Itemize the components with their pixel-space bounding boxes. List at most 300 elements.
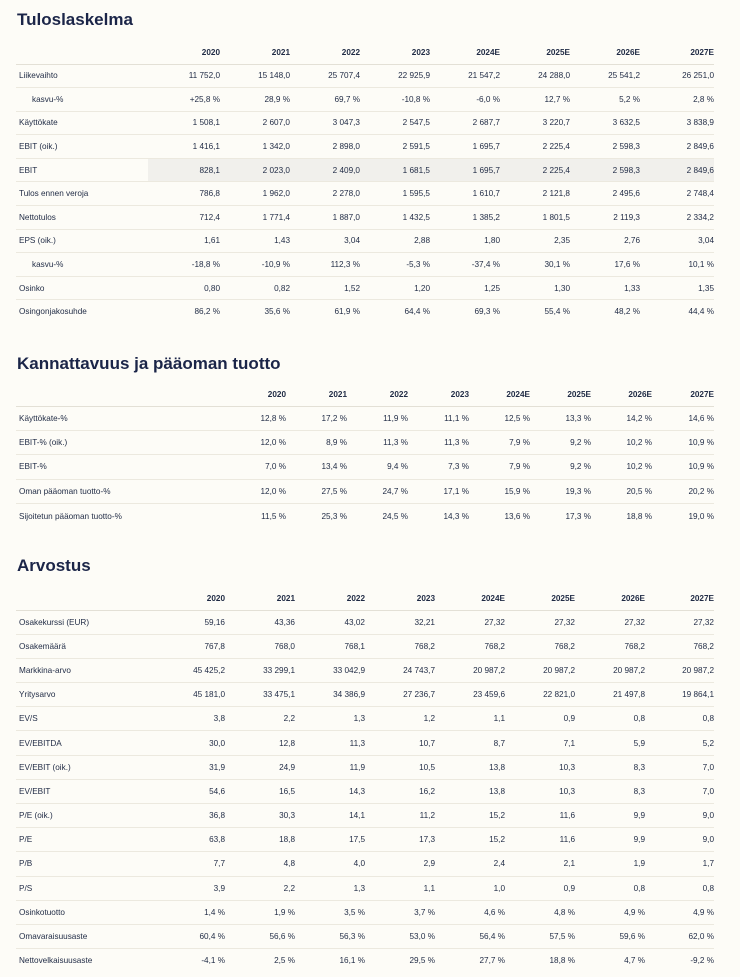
cell-value: 13,4 %: [286, 455, 347, 479]
cell-value: 1,52: [290, 276, 360, 300]
row-label: EV/S: [16, 707, 136, 731]
cell-value: 9,9: [575, 804, 645, 828]
cell-value: 11,2: [365, 804, 435, 828]
cell-value: 1 695,7: [430, 135, 500, 159]
cell-value: 1,4 %: [136, 900, 225, 924]
table-row: [16, 731, 714, 755]
column-header: 2023: [450, 390, 469, 400]
cell-value: 33 299,1: [225, 658, 295, 682]
cell-value: 27,32: [575, 610, 645, 634]
cell-value: 1,9: [575, 852, 645, 876]
cell-value: 21 547,2: [430, 64, 500, 88]
cell-value: 54,6: [136, 779, 225, 803]
cell-value: 1 801,5: [500, 206, 570, 230]
cell-value: 30,1 %: [500, 253, 570, 277]
cell-value: 786,8: [148, 182, 220, 206]
cell-value: 768,2: [505, 634, 575, 658]
cell-value: 14,2 %: [591, 406, 652, 430]
cell-value: 63,8: [136, 828, 225, 852]
profitability-table: [16, 384, 714, 528]
header-label-cell: [16, 42, 148, 64]
cell-value: 36,8: [136, 804, 225, 828]
cell-value: 16,1 %: [295, 949, 365, 973]
cell-value: 2,1: [505, 852, 575, 876]
table-row: [16, 779, 714, 803]
cell-value: 5,2 %: [570, 88, 640, 112]
table-row: [16, 64, 714, 88]
cell-value: 3 838,9: [640, 111, 714, 135]
cell-value: 9,2 %: [530, 430, 591, 454]
row-label: Osinkotuotto: [16, 900, 136, 924]
cell-value: 1 610,7: [430, 182, 500, 206]
row-label: P/E (oik.): [16, 804, 136, 828]
cell-value: 15 148,0: [220, 64, 290, 88]
cell-value: 2,88: [360, 229, 430, 253]
table-row: [16, 504, 714, 528]
row-label: Markkina-arvo: [16, 658, 136, 682]
cell-value: 15,2: [435, 804, 505, 828]
cell-value: 1,7: [645, 852, 714, 876]
cell-value: 17,5: [295, 828, 365, 852]
cell-value: 16,2: [365, 779, 435, 803]
cell-value: 15,9 %: [469, 479, 530, 503]
cell-value: 19,3 %: [530, 479, 591, 503]
cell-value: 1 595,5: [360, 182, 430, 206]
table-row: [16, 683, 714, 707]
row-label: P/E: [16, 828, 136, 852]
table-row: [16, 182, 714, 206]
row-label: Yritysarvo: [16, 683, 136, 707]
column-header: 2022: [341, 48, 360, 58]
cell-value: 2 409,0: [290, 158, 360, 182]
cell-value: 1,43: [220, 229, 290, 253]
cell-value: 27,7 %: [435, 949, 505, 973]
cell-value: 1,9 %: [225, 900, 295, 924]
cell-value: 2 119,3: [570, 206, 640, 230]
cell-value: 30,3: [225, 804, 295, 828]
row-label: Sijoitetun pääoman tuotto-%: [16, 504, 192, 528]
cell-value: 2 849,6: [640, 158, 714, 182]
table-row: [16, 158, 714, 182]
column-header: 2021: [276, 594, 295, 604]
cell-value: 10,2 %: [591, 430, 652, 454]
cell-value: 2 687,7: [430, 111, 500, 135]
cell-value: 28,9 %: [220, 88, 290, 112]
cell-value: 7,9 %: [469, 455, 530, 479]
table-row: [16, 610, 714, 634]
cell-value: -18,8 %: [148, 253, 220, 277]
cell-value: 1 887,0: [290, 206, 360, 230]
cell-value: 30,0: [136, 731, 225, 755]
cell-value: 60,4 %: [136, 924, 225, 948]
table-row: [16, 455, 714, 479]
column-header: 2026E: [616, 48, 640, 58]
cell-value: 2,76: [570, 229, 640, 253]
table-row: [16, 276, 714, 300]
cell-value: 2,4: [435, 852, 505, 876]
section-title: Tuloslaskelma: [17, 10, 133, 29]
cell-value: 29,5 %: [365, 949, 435, 973]
cell-value: 17,6 %: [570, 253, 640, 277]
cell-value: 2,35: [500, 229, 570, 253]
cell-value: 25 541,2: [570, 64, 640, 88]
cell-value: 11,6: [505, 828, 575, 852]
cell-value: 55,4 %: [500, 300, 570, 324]
cell-value: 2 898,0: [290, 135, 360, 159]
column-header: 2026E: [628, 390, 652, 400]
cell-value: 7,9 %: [469, 430, 530, 454]
row-label: kasvu-%: [16, 253, 148, 277]
cell-value: -5,3 %: [360, 253, 430, 277]
cell-value: 11,5 %: [192, 504, 286, 528]
cell-value: 1 385,2: [430, 206, 500, 230]
cell-value: 19 864,1: [645, 683, 714, 707]
cell-value: 1,25: [430, 276, 500, 300]
cell-value: 7,3 %: [408, 455, 469, 479]
table-row: [16, 206, 714, 230]
column-header: 2027E: [690, 390, 714, 400]
cell-value: 2,5 %: [225, 949, 295, 973]
cell-value: 8,9 %: [286, 430, 347, 454]
cell-value: 15,2: [435, 828, 505, 852]
row-label: Tulos ennen veroja: [16, 182, 148, 206]
cell-value: 17,1 %: [408, 479, 469, 503]
column-header: 2026E: [621, 594, 645, 604]
column-header: 2021: [271, 48, 290, 58]
cell-value: 20,5 %: [591, 479, 652, 503]
cell-value: 712,4: [148, 206, 220, 230]
cell-value: 828,1: [148, 158, 220, 182]
row-label: EBIT: [16, 158, 148, 182]
cell-value: 3 220,7: [500, 111, 570, 135]
cell-value: 24 288,0: [500, 64, 570, 88]
row-label: EV/EBIT (oik.): [16, 755, 136, 779]
cell-value: 13,3 %: [530, 406, 591, 430]
cell-value: 11 752,0: [148, 64, 220, 88]
cell-value: 0,8: [645, 876, 714, 900]
cell-value: 11,6: [505, 804, 575, 828]
valuation-table: [16, 588, 714, 973]
cell-value: 9,0: [645, 804, 714, 828]
table-row: [16, 900, 714, 924]
header-label-cell: [16, 384, 192, 406]
table-row: [16, 634, 714, 658]
cell-value: 27,5 %: [286, 479, 347, 503]
cell-value: 62,0 %: [645, 924, 714, 948]
cell-value: 768,2: [365, 634, 435, 658]
cell-value: 10,1 %: [640, 253, 714, 277]
cell-value: 61,9 %: [290, 300, 360, 324]
cell-value: 56,4 %: [435, 924, 505, 948]
cell-value: 2,9: [365, 852, 435, 876]
cell-value: 20 987,2: [575, 658, 645, 682]
cell-value: 8,3: [575, 779, 645, 803]
cell-value: 22 925,9: [360, 64, 430, 88]
cell-value: 8,3: [575, 755, 645, 779]
cell-value: 2 591,5: [360, 135, 430, 159]
column-header: 2025E: [546, 48, 570, 58]
cell-value: 12,7 %: [500, 88, 570, 112]
column-header: 2025E: [567, 390, 591, 400]
cell-value: 1 416,1: [148, 135, 220, 159]
cell-value: 1 681,5: [360, 158, 430, 182]
cell-value: 7,7: [136, 852, 225, 876]
cell-value: 2,2: [225, 876, 295, 900]
cell-value: 1,0: [435, 876, 505, 900]
table-row: [16, 135, 714, 159]
table-row: [16, 430, 714, 454]
table-row: [16, 707, 714, 731]
cell-value: 14,6 %: [652, 406, 714, 430]
table-row: [16, 479, 714, 503]
column-header: 2024E: [481, 594, 505, 604]
cell-value: 11,9 %: [347, 406, 408, 430]
column-header: 2023: [416, 594, 435, 604]
cell-value: 1,3: [295, 707, 365, 731]
cell-value: 10,7: [365, 731, 435, 755]
cell-value: 768,2: [575, 634, 645, 658]
cell-value: 4,6 %: [435, 900, 505, 924]
cell-value: 2 849,6: [640, 135, 714, 159]
cell-value: 3 047,3: [290, 111, 360, 135]
cell-value: 5,2: [645, 731, 714, 755]
table-row: [16, 406, 714, 430]
cell-value: 19,0 %: [652, 504, 714, 528]
cell-value: 27,32: [505, 610, 575, 634]
cell-value: 27 236,7: [365, 683, 435, 707]
cell-value: 20,2 %: [652, 479, 714, 503]
table-row: [16, 949, 714, 973]
column-header: 2022: [346, 594, 365, 604]
cell-value: 59,16: [136, 610, 225, 634]
column-header: 2027E: [690, 48, 714, 58]
cell-value: 9,2 %: [530, 455, 591, 479]
cell-value: 16,5: [225, 779, 295, 803]
cell-value: 45 425,2: [136, 658, 225, 682]
cell-value: 35,6 %: [220, 300, 290, 324]
cell-value: 2,8 %: [640, 88, 714, 112]
cell-value: 21 497,8: [575, 683, 645, 707]
row-label: Osakemäärä: [16, 634, 136, 658]
cell-value: 1,2: [365, 707, 435, 731]
row-label: EBIT-% (oik.): [16, 430, 192, 454]
table-row: [16, 111, 714, 135]
cell-value: 1,61: [148, 229, 220, 253]
cell-value: 1,3: [295, 876, 365, 900]
row-label: EPS (oik.): [16, 229, 148, 253]
cell-value: 10,3: [505, 755, 575, 779]
cell-value: 22 821,0: [505, 683, 575, 707]
cell-value: 2 598,3: [570, 158, 640, 182]
cell-value: 48,2 %: [570, 300, 640, 324]
cell-value: 4,7 %: [575, 949, 645, 973]
cell-value: 3,5 %: [295, 900, 365, 924]
cell-value: 4,0: [295, 852, 365, 876]
cell-value: 25 707,4: [290, 64, 360, 88]
cell-value: +25,8 %: [148, 88, 220, 112]
cell-value: 32,21: [365, 610, 435, 634]
row-label: Käyttökate: [16, 111, 148, 135]
cell-value: -4,1 %: [136, 949, 225, 973]
row-label: P/B: [16, 852, 136, 876]
row-label: EBIT (oik.): [16, 135, 148, 159]
cell-value: 0,8: [645, 707, 714, 731]
cell-value: 10,3: [505, 779, 575, 803]
cell-value: 1,80: [430, 229, 500, 253]
table-row: [16, 88, 714, 112]
cell-value: 1 342,0: [220, 135, 290, 159]
cell-value: 33 475,1: [225, 683, 295, 707]
cell-value: 25,3 %: [286, 504, 347, 528]
row-label: EV/EBIT: [16, 779, 136, 803]
column-header: 2025E: [551, 594, 575, 604]
cell-value: 17,3: [365, 828, 435, 852]
header-label-cell: [16, 588, 136, 610]
cell-value: 69,7 %: [290, 88, 360, 112]
table-row: [16, 804, 714, 828]
table-row: [16, 229, 714, 253]
cell-value: 27,32: [435, 610, 505, 634]
row-label: Nettovelkaisuusaste: [16, 949, 136, 973]
table-row: [16, 876, 714, 900]
cell-value: 17,3 %: [530, 504, 591, 528]
column-header: 2024E: [506, 390, 530, 400]
cell-value: 12,5 %: [469, 406, 530, 430]
cell-value: 4,8: [225, 852, 295, 876]
cell-value: -37,4 %: [430, 253, 500, 277]
cell-value: 4,9 %: [575, 900, 645, 924]
row-label: Käyttökate-%: [16, 406, 192, 430]
cell-value: 45 181,0: [136, 683, 225, 707]
cell-value: 0,9: [505, 876, 575, 900]
table-row: [16, 658, 714, 682]
cell-value: 14,3: [295, 779, 365, 803]
cell-value: -9,2 %: [645, 949, 714, 973]
cell-value: 1,30: [500, 276, 570, 300]
table-row: [16, 828, 714, 852]
cell-value: 767,8: [136, 634, 225, 658]
cell-value: 20 987,2: [505, 658, 575, 682]
cell-value: 768,2: [435, 634, 505, 658]
cell-value: 56,3 %: [295, 924, 365, 948]
cell-value: 20 987,2: [645, 658, 714, 682]
cell-value: 2 598,3: [570, 135, 640, 159]
cell-value: 7,0 %: [192, 455, 286, 479]
row-label: EBIT-%: [16, 455, 192, 479]
row-label: Oman pääoman tuotto-%: [16, 479, 192, 503]
cell-value: 11,1 %: [408, 406, 469, 430]
cell-value: 1,1: [435, 707, 505, 731]
cell-value: 12,8: [225, 731, 295, 755]
cell-value: 43,36: [225, 610, 295, 634]
cell-value: 24,9: [225, 755, 295, 779]
table-row: [16, 755, 714, 779]
cell-value: 33 042,9: [295, 658, 365, 682]
income-statement-table: [16, 42, 714, 324]
cell-value: 2,2: [225, 707, 295, 731]
cell-value: 4,9 %: [645, 900, 714, 924]
cell-value: 2 225,4: [500, 158, 570, 182]
cell-value: 11,3: [295, 731, 365, 755]
cell-value: 64,4 %: [360, 300, 430, 324]
cell-value: 768,1: [295, 634, 365, 658]
cell-value: 12,0 %: [192, 430, 286, 454]
cell-value: 44,4 %: [640, 300, 714, 324]
row-label: Nettotulos: [16, 206, 148, 230]
row-label: Osingonjakosuhde: [16, 300, 148, 324]
cell-value: 56,6 %: [225, 924, 295, 948]
cell-value: 3 632,5: [570, 111, 640, 135]
row-label: Liikevaihto: [16, 64, 148, 88]
table-row: [16, 300, 714, 324]
cell-value: 12,8 %: [192, 406, 286, 430]
cell-value: 2 334,2: [640, 206, 714, 230]
cell-value: 3,9: [136, 876, 225, 900]
cell-value: 2 225,4: [500, 135, 570, 159]
column-header: 2020: [206, 594, 225, 604]
cell-value: -10,9 %: [220, 253, 290, 277]
cell-value: 18,8 %: [505, 949, 575, 973]
cell-value: 9,0: [645, 828, 714, 852]
cell-value: 12,0 %: [192, 479, 286, 503]
cell-value: 10,9 %: [652, 455, 714, 479]
cell-value: 11,9: [295, 755, 365, 779]
cell-value: 31,9: [136, 755, 225, 779]
row-label: Omavaraisuusaste: [16, 924, 136, 948]
column-header: 2024E: [476, 48, 500, 58]
cell-value: 10,5: [365, 755, 435, 779]
cell-value: 2 278,0: [290, 182, 360, 206]
cell-value: 1,20: [360, 276, 430, 300]
cell-value: 11,3 %: [408, 430, 469, 454]
cell-value: 2 547,5: [360, 111, 430, 135]
row-label: Osakekurssi (EUR): [16, 610, 136, 634]
cell-value: 3,04: [640, 229, 714, 253]
cell-value: 2 748,4: [640, 182, 714, 206]
cell-value: 768,0: [225, 634, 295, 658]
cell-value: 0,80: [148, 276, 220, 300]
cell-value: 13,8: [435, 755, 505, 779]
cell-value: 7,0: [645, 755, 714, 779]
row-label: Osinko: [16, 276, 148, 300]
cell-value: 0,9: [505, 707, 575, 731]
column-header: 2027E: [690, 594, 714, 604]
cell-value: 10,9 %: [652, 430, 714, 454]
column-header: 2023: [411, 48, 430, 58]
cell-value: 17,2 %: [286, 406, 347, 430]
row-label: P/S: [16, 876, 136, 900]
section-title: Kannattavuus ja pääoman tuotto: [17, 354, 281, 373]
cell-value: 1,1: [365, 876, 435, 900]
cell-value: 7,0: [645, 779, 714, 803]
cell-value: 2 495,6: [570, 182, 640, 206]
cell-value: 18,8 %: [591, 504, 652, 528]
cell-value: 768,2: [645, 634, 714, 658]
section-title: Arvostus: [17, 556, 91, 575]
cell-value: 24,5 %: [347, 504, 408, 528]
cell-value: 9,4 %: [347, 455, 408, 479]
cell-value: 2 121,8: [500, 182, 570, 206]
cell-value: 24 743,7: [365, 658, 435, 682]
cell-value: 1,33: [570, 276, 640, 300]
cell-value: 86,2 %: [148, 300, 220, 324]
cell-value: 34 386,9: [295, 683, 365, 707]
cell-value: 13,8: [435, 779, 505, 803]
cell-value: 3,04: [290, 229, 360, 253]
cell-value: 18,8: [225, 828, 295, 852]
cell-value: 7,1: [505, 731, 575, 755]
cell-value: 53,0 %: [365, 924, 435, 948]
